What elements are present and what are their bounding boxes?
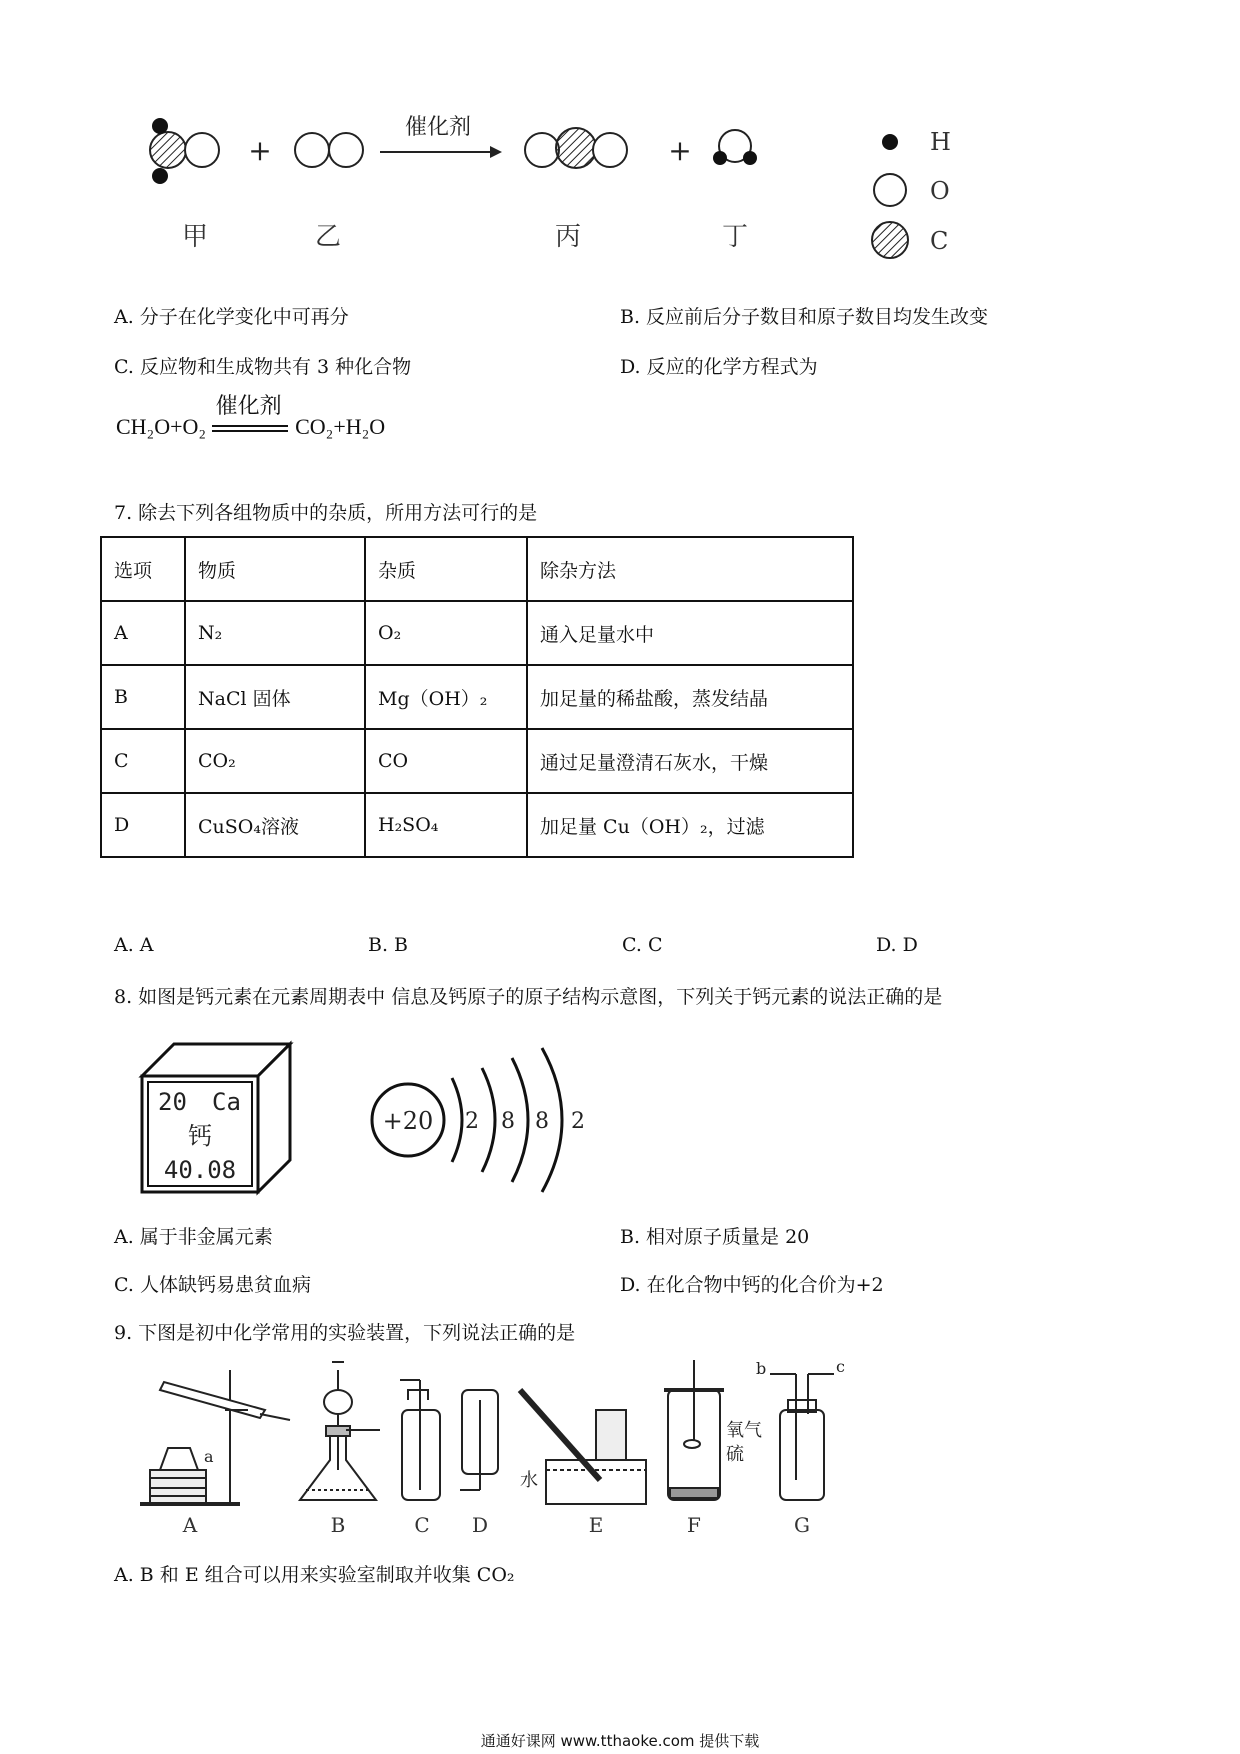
q6-option-c: C. 反应物和生成物共有 3 种化合物 — [114, 356, 412, 378]
svg-text:G: G — [794, 1513, 810, 1537]
table-cell: O₂ — [365, 601, 527, 665]
table-cell: CuSO₄溶液 — [185, 793, 365, 857]
table-header: 物质 — [185, 537, 365, 601]
lab-apparatus-diagram — [140, 1350, 960, 1540]
svg-text:a: a — [204, 1447, 214, 1466]
svg-text:C: C — [930, 227, 949, 255]
q9-option-a: A. B 和 E 组合可以用来实验室制取并收集 CO₂ — [114, 1564, 515, 1586]
equation-catalyst-arrow — [212, 393, 290, 441]
apparatus-f — [664, 1360, 762, 1500]
q7-stem: 7. 除去下列各组物质中的杂质，所用方法可行的是 — [114, 502, 538, 524]
table-cell: 通过足量澄清石灰水，干燥 — [527, 729, 853, 793]
atom-structure-diagram — [360, 1040, 620, 1200]
svg-text:b: b — [756, 1359, 767, 1378]
table-cell: CO — [365, 729, 527, 793]
label-jia: 甲 — [181, 222, 209, 252]
svg-text:c: c — [836, 1357, 845, 1376]
legend — [872, 128, 951, 258]
molecule-jia — [150, 118, 219, 184]
shell-electrons: 2 — [465, 1109, 479, 1134]
table-row — [101, 665, 853, 729]
arrow-label: 催化剂 — [404, 115, 472, 140]
svg-text:D: D — [471, 1513, 489, 1537]
q7-option-a: A. A — [114, 934, 154, 956]
q7-option-d: D. D — [876, 934, 918, 956]
svg-text:E: E — [588, 1513, 604, 1537]
q8-option-c: C. 人体缺钙易患贫血病 — [114, 1274, 311, 1296]
page-footer: 通通好课网 www.tthaoke.com 提供下载 — [480, 1732, 760, 1750]
equation-right: CO₂+H₂O — [295, 414, 386, 439]
apparatus-c — [400, 1380, 440, 1500]
svg-text:氧气: 氧气 — [726, 1420, 762, 1441]
element-number: 20 — [158, 1088, 187, 1116]
q6-option-a: A. 分子在化学变化中可再分 — [114, 306, 349, 328]
q7-table — [100, 536, 854, 858]
q8-stem: 8. 如图是钙元素在元素周期表中 信息及钙原子的原子结构示意图，下列关于钙元素的说法正确的是 — [114, 986, 943, 1008]
shell-electrons: 8 — [501, 1109, 515, 1134]
svg-text:硫: 硫 — [726, 1444, 744, 1465]
svg-text:水: 水 — [520, 1470, 538, 1491]
molecule-ding — [713, 130, 757, 165]
apparatus-a — [140, 1370, 290, 1504]
table-cell: CO₂ — [185, 729, 365, 793]
apparatus-d — [460, 1390, 498, 1490]
q8-option-a: A. 属于非金属元素 — [114, 1226, 273, 1248]
table-cell: C — [101, 729, 185, 793]
element-name: 钙 — [188, 1122, 212, 1150]
label-ding: 丁 — [721, 222, 749, 252]
table-header: 除杂方法 — [527, 537, 853, 601]
svg-text:+: + — [668, 134, 692, 167]
molecule-bing — [525, 128, 627, 168]
element-card — [138, 1040, 298, 1200]
apparatus-labels — [182, 1513, 810, 1537]
equation-left: CH₂O+O₂ — [116, 414, 207, 439]
q6-option-d: D. 反应的化学方程式为 — [620, 356, 818, 378]
shell-electrons: 2 — [571, 1109, 585, 1134]
svg-text:B: B — [330, 1513, 346, 1537]
table-row — [101, 729, 853, 793]
table-cell: NaCl 固体 — [185, 665, 365, 729]
table-cell: N₂ — [185, 601, 365, 665]
table-header: 选项 — [101, 537, 185, 601]
shell-electrons: 8 — [535, 1109, 549, 1134]
svg-text:H: H — [930, 128, 951, 156]
table-cell: 加足量 Cu（OH）₂，过滤 — [527, 793, 853, 857]
equation-catalyst: 催化剂 — [215, 393, 282, 419]
reaction-diagram — [140, 100, 980, 260]
svg-text:F: F — [687, 1513, 701, 1537]
table-cell: Mg（OH）₂ — [365, 665, 527, 729]
table-cell: H₂SO₄ — [365, 793, 527, 857]
table-row — [101, 601, 853, 665]
nucleus-charge: +20 — [382, 1107, 434, 1135]
label-yi: 乙 — [314, 222, 342, 252]
svg-text:A: A — [182, 1513, 198, 1537]
table-row — [101, 793, 853, 857]
q7-option-c: C. C — [622, 934, 663, 956]
table-header-row — [101, 537, 853, 601]
table-header: 杂质 — [365, 537, 527, 601]
molecule-yi — [295, 133, 363, 167]
svg-text:O: O — [930, 177, 950, 205]
table-cell: A — [101, 601, 185, 665]
q8-option-b: B. 相对原子质量是 20 — [620, 1226, 810, 1248]
q8-option-d: D. 在化合物中钙的化合价为+2 — [620, 1274, 884, 1296]
apparatus-b — [300, 1362, 380, 1500]
q6-option-b: B. 反应前后分子数目和原子数目均发生改变 — [620, 306, 989, 328]
element-mass: 40.08 — [163, 1156, 237, 1184]
table-cell: 加足量的稀盐酸，蒸发结晶 — [527, 665, 853, 729]
q9-stem: 9. 下图是初中化学常用的实验装置，下列说法正确的是 — [114, 1322, 576, 1344]
table-cell: 通入足量水中 — [527, 601, 853, 665]
svg-text:+: + — [248, 134, 272, 167]
svg-text:C: C — [414, 1513, 430, 1537]
element-symbol: Ca — [212, 1088, 241, 1116]
apparatus-g — [756, 1357, 845, 1500]
q7-option-b: B. B — [368, 934, 409, 956]
apparatus-e — [520, 1390, 646, 1504]
chemical-equation — [116, 393, 386, 441]
label-bing: 丙 — [554, 222, 582, 252]
table-cell: B — [101, 665, 185, 729]
table-cell: D — [101, 793, 185, 857]
